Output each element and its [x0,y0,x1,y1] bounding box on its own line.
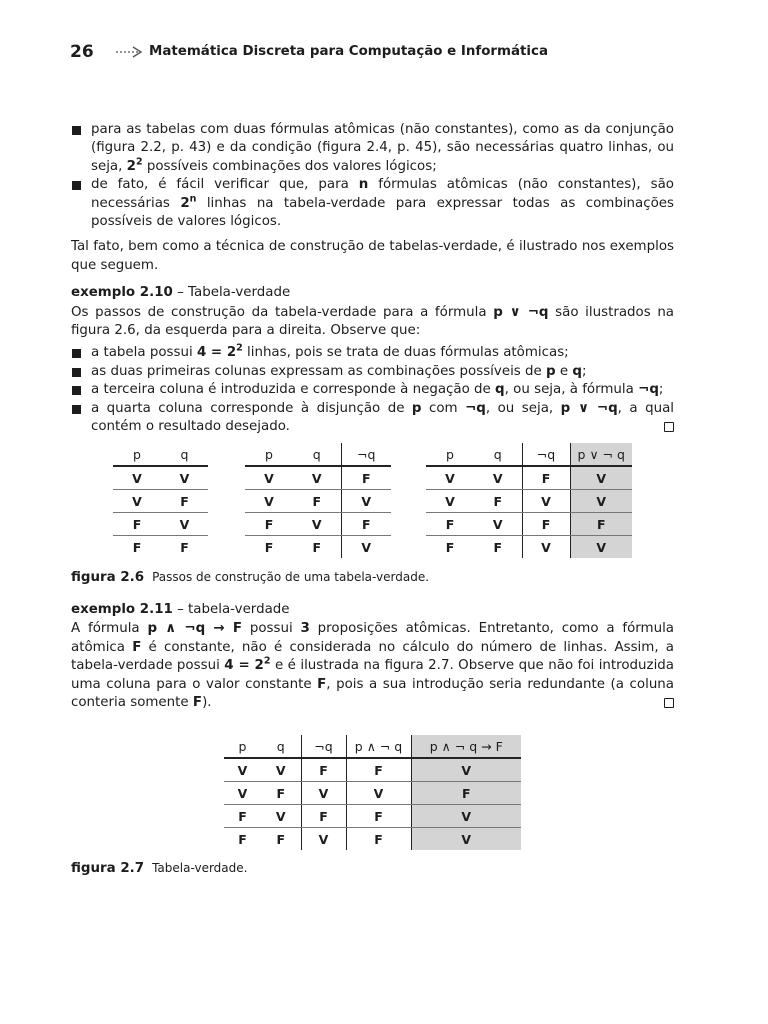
example-heading: exemplo 2.10 – Tabela-verdade [71,285,291,301]
table-cell: V [161,513,208,536]
table-cell: F [346,758,411,782]
table-cell: F [245,513,293,536]
table-cell: V [261,758,301,782]
table-row [245,513,391,536]
table-row [245,490,391,513]
truth-table-fig-2-7: p q ¬q p ∧ ¬ q p ∧ ¬ q → F V V F F V V F V V F F V F F V F F V F V [224,735,521,850]
table-cell: V [411,828,521,851]
table-row [224,782,521,805]
table-cell: F [522,466,570,490]
table-cell: V [411,805,521,828]
table-cell: F [293,490,341,513]
table-cell: F [113,513,161,536]
example-paragraph: A fórmula p ∧ ¬q → F possui 3 proposições atômicas. Entretanto, como a fórmula atômica F é constante, não é considerada no cálculo do número de linhas. Assim, a tabela-verdade possui $4 = 2^2$ e é ilustrada na figura 2.7. Observe que não foi introduzida uma coluna para o valor constante F, pois a sua introdução seria redundante (a coluna conteria somente F). [71,621,675,711]
table-cell: V [113,490,161,513]
table-cell: F [293,536,341,559]
table-cell: V [570,466,632,490]
table-cell: V [474,513,522,536]
table-cell: F [474,490,522,513]
table-cell: F [301,805,346,828]
table-cell: F [346,805,411,828]
truth-table-3: p q ¬q p ∨ ¬ q V V F V V F V V F V F F F F V V [426,443,632,558]
table-cell: V [341,490,391,513]
table-cell: F [224,805,261,828]
table-row [245,536,391,559]
table-cell: F [426,513,474,536]
table-cell: V [293,466,341,490]
table-cell: F [346,828,411,851]
table-cell: F [261,828,301,851]
table-cell: F [474,536,522,559]
table-cell: F [132,539,142,555]
table-row [426,513,632,536]
figure-caption: figura 2.7 Tabela-verdade. [71,861,248,876]
list-item: de fato, é fácil verificar que, para n fórmulas atômicas (não constantes), são necessárias 2$^n$ linhas na tabela-verdade para expressar todas as combinações possíveis de valores lógicos. [71,176,674,231]
example-bullet-list [71,344,674,436]
table-cell: V [245,490,293,513]
table-cell: F [341,513,391,536]
table-row [113,466,208,490]
example-2-11 [71,601,674,712]
table-cell: V [113,466,161,490]
table-cell: F [445,539,455,555]
table-row [113,490,208,513]
list-item: a quarta coluna corresponde à disjunção de p com ¬q, ou seja, p ∨ ¬q, a qual contém o resultado desejado. [71,400,674,437]
table-row [224,758,521,782]
truth-table-2: p q ¬q V V F V F V F V F F F V [245,443,391,558]
end-of-example-icon [664,422,674,432]
dotted-arrow-icon [116,45,146,59]
table-row [245,466,391,490]
end-of-example-icon [664,698,674,708]
page-number: 26 [70,42,94,62]
figure-caption: figura 2.6 Passos de construção de uma tabela-verdade. [71,570,430,585]
table-cell: V [570,490,632,513]
example-heading: exemplo 2.11 – tabela-verdade [71,602,290,617]
table-cell: V [293,513,341,536]
intro-bullet-list [71,121,674,231]
table-cell: F [301,758,346,782]
table-cell: V [224,758,261,782]
table-row [426,536,632,559]
paragraph: Tal fato, bem como a técnica de construção de tabelas-verdade, é ilustrado nos exemplos que seguem. [71,239,674,273]
table-cell: V [426,490,474,513]
table-row [426,466,632,490]
list-item: a terceira coluna é introduzida e corresponde à negação de q, ou seja, à fórmula ¬q; [71,381,674,399]
table-cell: V [474,466,522,490]
table-row [426,490,632,513]
table-cell: V [224,782,261,805]
table-cell: V [301,782,346,805]
list-item: para as tabelas com duas fórmulas atômicas (não constantes), como as da conjunção (figura 2.2, p. 43) e da condição (figura 2.4, p. 45), são necessárias quatro linhas, ou seja, $2^2$ possíveis combinações dos valores lógicos; [71,121,674,176]
table-cell: F [570,513,632,536]
table-cell: V [570,536,632,559]
table-cell: V [261,805,301,828]
table-cell: F [180,539,189,555]
table-row [113,513,208,536]
page-body [71,121,674,437]
table-cell: V [346,782,411,805]
list-item: as duas primeiras colunas expressam as combinações possíveis de p e q; [71,363,674,381]
table-cell: F [411,782,521,805]
table-cell: F [238,831,247,847]
table-cell: F [161,490,208,513]
running-header [70,42,710,66]
table-cell: F [522,513,570,536]
table-row [224,805,521,828]
truth-table-1: p q V V V F F V F F [113,443,208,558]
book-title: Matemática Discreta para Computação e Informática [149,44,548,59]
table-cell: V [361,539,372,555]
table-cell: V [161,466,208,490]
table-cell: V [301,828,346,851]
table-cell: V [245,466,293,490]
table-cell: V [522,536,570,559]
table-row [113,536,208,559]
table-cell: F [341,466,391,490]
example-paragraph: Os passos de construção da tabela-verdade para a fórmula p ∨ ¬q são ilustrados na figura 2.6, da esquerda para a direita. Observe que: [71,304,675,339]
list-item: a tabela possui $4 = 2^2$ linhas, pois se trata de duas fórmulas atômicas; [71,344,674,362]
table-cell: F [261,782,301,805]
table-cell: V [411,758,521,782]
table-cell: F [264,539,274,555]
table-cell: V [522,490,570,513]
table-row [224,828,521,851]
table-cell: V [426,466,474,490]
